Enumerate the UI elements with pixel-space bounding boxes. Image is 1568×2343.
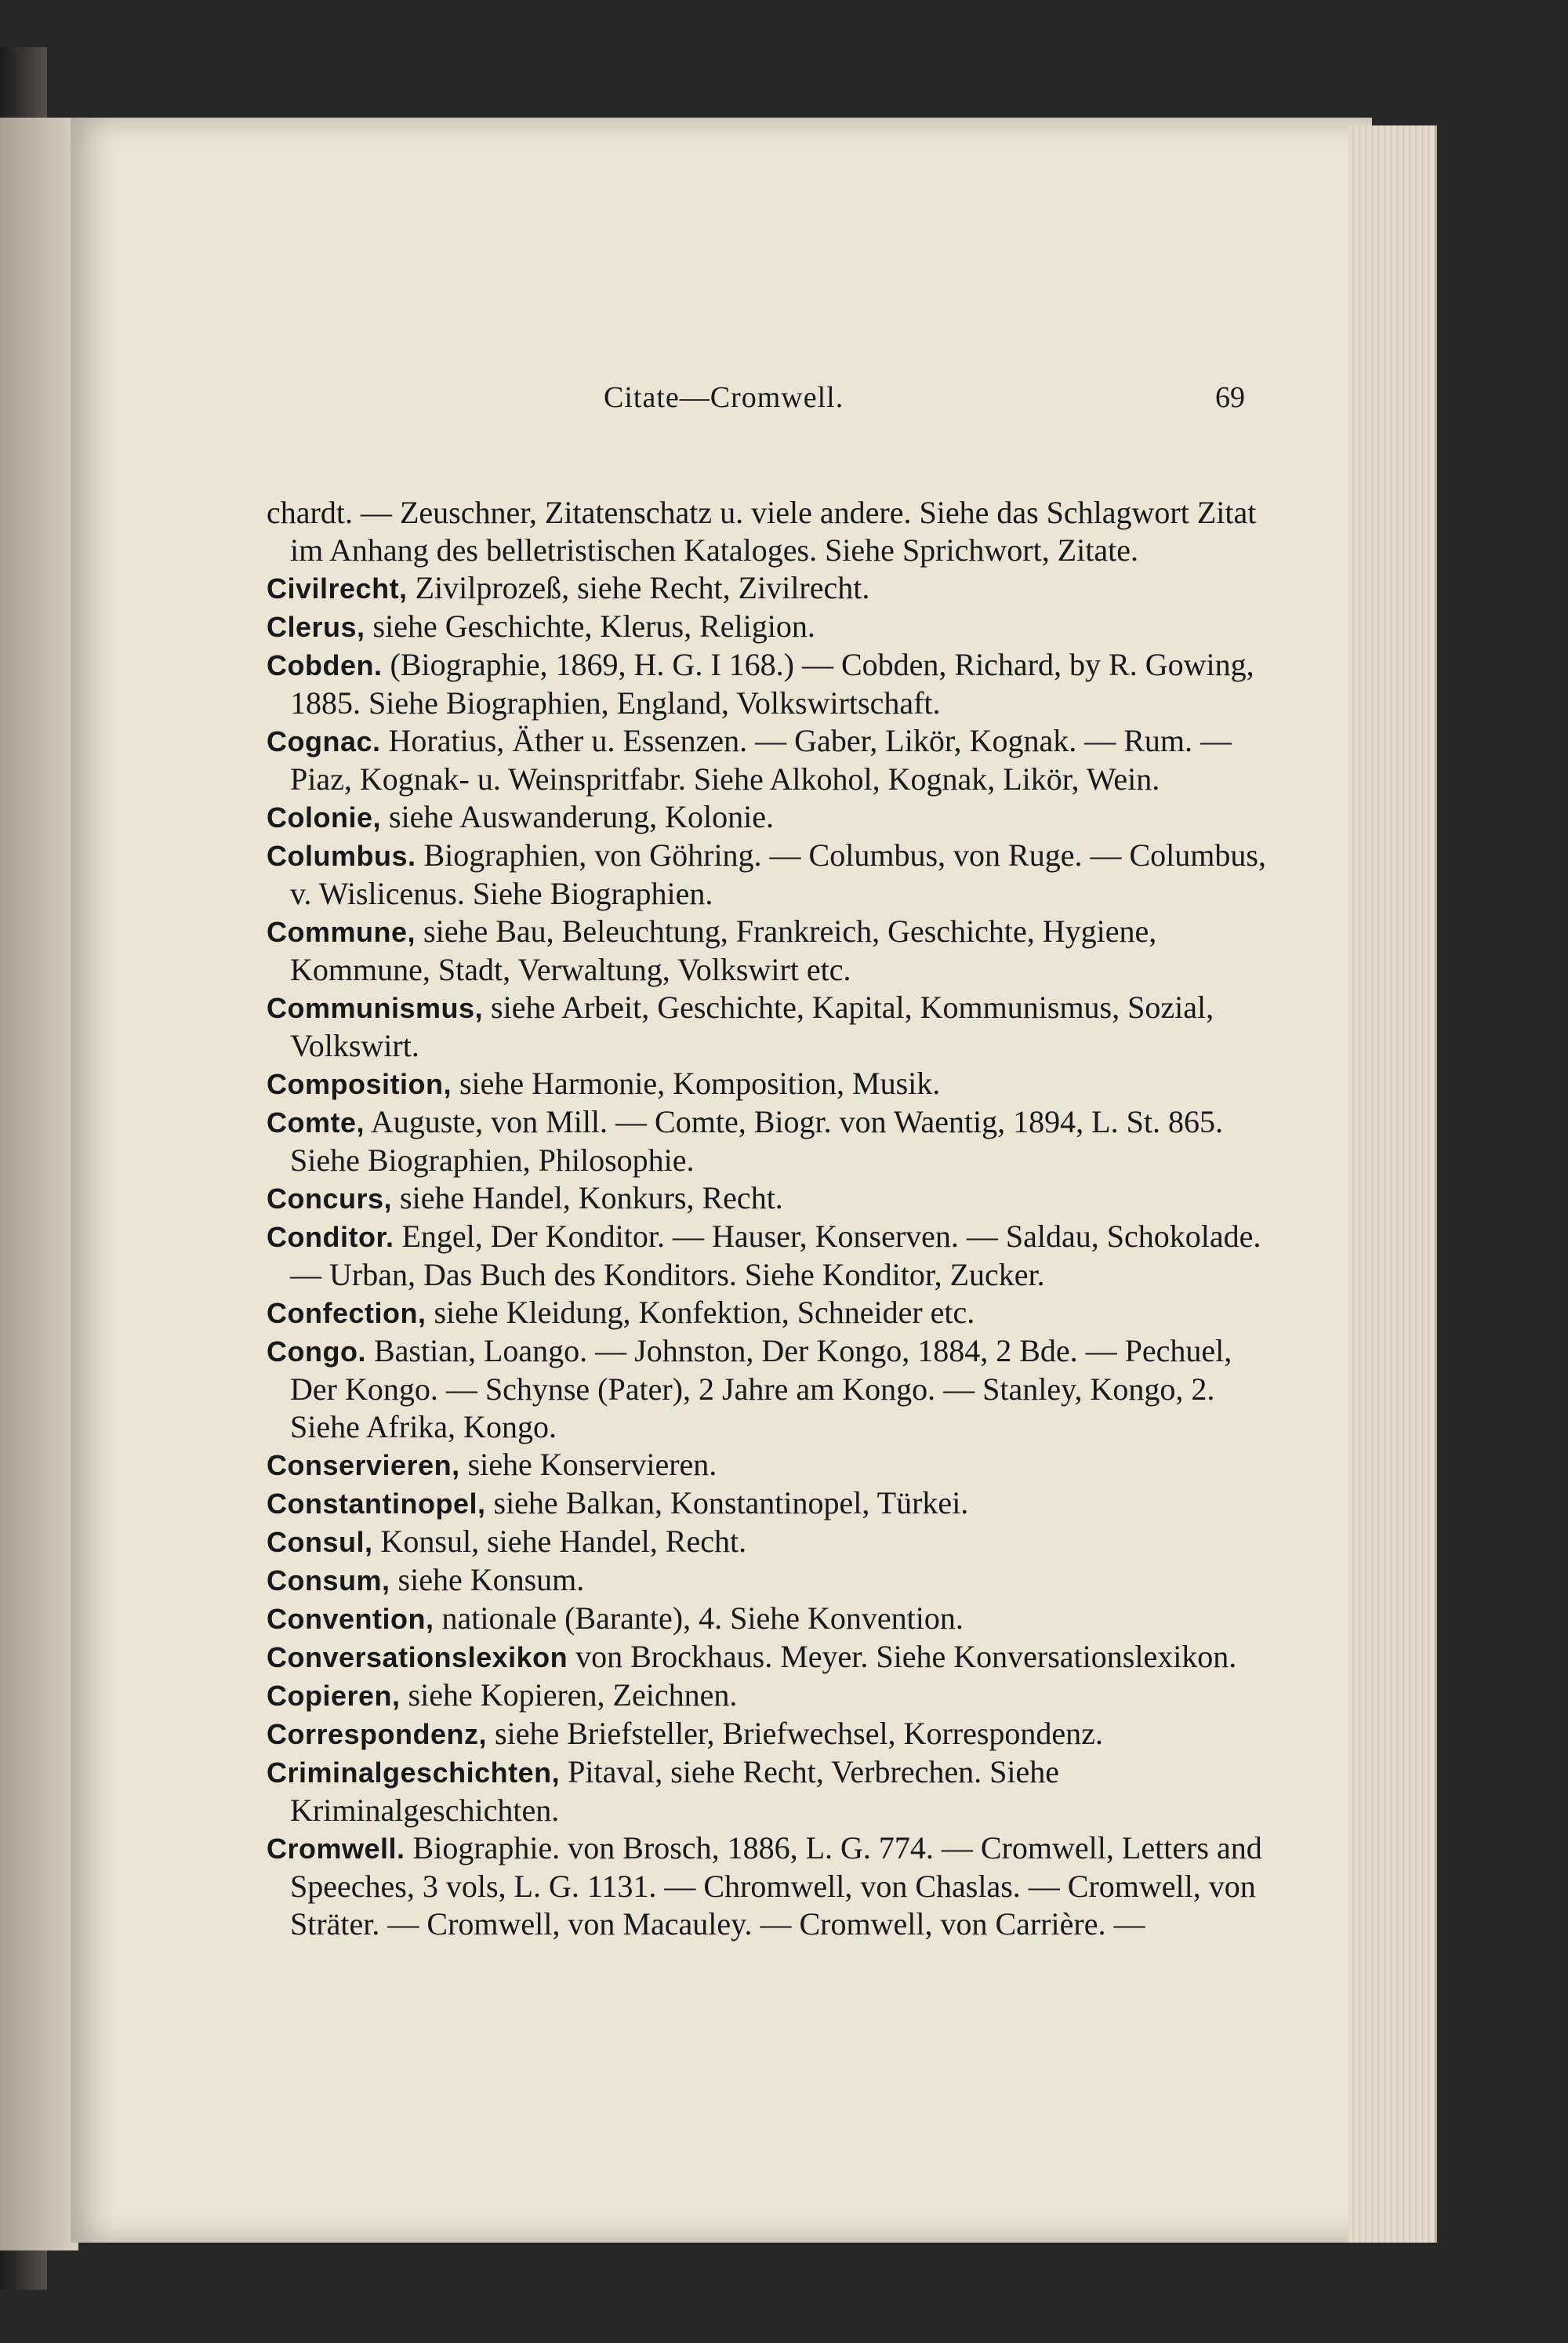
entry-text: (Biographie, 1869, H. G. I 168.) — Cobden, Richard, by R. Gowing, 1885. Siehe Biographien, England, Volkswirtschaft. [290,647,1254,721]
entry-term: Cognac. [267,725,381,757]
index-entry [267,837,1286,913]
entry-text: Biographie. von Brosch, 1886, L. G. 774. — Cromwell, Letters and Speeches, 3 vols, L. G. 1131. — Chromwell, von Chaslas. — Cromwell, von Sträter. — Cromwell, von Macauley. — Cromwell, von Carrière. — [290,1830,1262,1942]
entry-text: Engel, Der Konditor. — Hauser, Konserven. — Saldau, Schokolade. — Urban, Das Buch des Konditors. Siehe Konditor, Zucker. [290,1219,1261,1292]
entry-term: Convention, [267,1603,434,1635]
index-entry [267,1065,1286,1103]
entry-text: Auguste, von Mill. — Comte, Biogr. von Waentig, 1894, L. St. 865. Siehe Biographien, Philosophie. [290,1104,1223,1178]
entry-term: Consul, [267,1526,373,1558]
entry-text: Horatius, Äther u. Essenzen. — Gaber, Likör, Kognak. — Rum. — Piaz, Kognak- u. Weinspritfabr. Siehe Alkohol, Kognak, Likör, Wein. [290,723,1232,797]
entry-text: siehe Handel, Konkurs, Recht. [400,1180,783,1215]
index-entry [267,1715,1286,1753]
entry-term: Consum, [267,1564,390,1597]
index-entry [267,1218,1286,1294]
entry-term: Cromwell. [267,1833,405,1865]
entry-text: siehe Balkan, Konstantinopel, Türkei. [493,1485,969,1520]
book-page [71,118,1372,2243]
entry-term: Concurs, [267,1182,393,1215]
entry-term: Comte, [267,1106,365,1139]
entry-term: Copieren, [267,1680,401,1712]
page-header [71,380,1372,427]
entry-text: von Brockhaus. Meyer. Siehe Konversationslexikon. [575,1639,1237,1674]
page-number: 69 [1215,381,1245,414]
index-entry [267,722,1286,798]
index-entry [267,1523,1286,1561]
entry-text: siehe Briefsteller, Briefwechsel, Korrespondenz. [495,1716,1103,1751]
entry-term: Confection, [267,1297,426,1329]
entry-text: siehe Kopieren, Zeichnen. [408,1677,738,1713]
index-entry [267,1829,1286,1943]
page-fore-edge [1348,125,1437,2243]
entry-text: siehe Konservieren. [467,1447,717,1482]
entry-text: siehe Auswanderung, Kolonie. [389,799,775,834]
entry-text: siehe Arbeit, Geschichte, Kapital, Kommunismus, Sozial, Volkswirt. [290,990,1214,1063]
index-entry [267,989,1286,1065]
entry-term: Clerus, [267,611,365,643]
entry-term: Commune, [267,916,416,948]
index-entry [267,1561,1286,1600]
entry-term: Congo. [267,1335,366,1368]
index-entry [267,1753,1286,1829]
entry-text: siehe Bau, Beleuchtung, Frankreich, Geschichte, Hygiene, Kommune, Stadt, Verwaltung, Volkswirt etc. [290,914,1157,987]
entry-text: Bastian, Loango. — Johnston, Der Kongo, 1884, 2 Bde. — Pechuel, Der Kongo. — Schynse (Pater), 2 Jahre am Kongo. — Stanley, Kongo, 2. Siehe Afrika, Kongo. [290,1333,1232,1444]
entry-term: Criminalgeschichten, [267,1756,561,1789]
index-entry [267,1676,1286,1715]
index-entry [267,1294,1286,1332]
entry-text: chardt. — Zeuschner, Zitatenschatz u. viele andere. Siehe das Schlagwort Zitat im Anhang des belletristischen Kataloges. Siehe Sprichwort, Zitate. [267,495,1257,568]
entry-text: siehe Geschichte, Klerus, Religion. [372,608,815,644]
entry-term: Columbus. [267,840,416,872]
index-entry [267,913,1286,989]
entry-term: Correspondenz, [267,1718,488,1750]
entry-text: Zivilprozeß, siehe Recht, Zivilrecht. [415,570,870,605]
index-entries [267,494,1286,1943]
index-entry [267,1332,1286,1446]
index-entry [267,1600,1286,1638]
entry-term: Conservieren, [267,1449,460,1481]
index-entry [267,608,1286,646]
index-entry [267,1179,1286,1218]
entry-term: Civilrecht, [267,572,408,605]
entry-text: Pitaval, siehe Recht, Verbrechen. Siehe Kriminalgeschichten. [290,1754,1059,1828]
entry-term: Communismus, [267,992,484,1024]
index-entry [267,1638,1286,1676]
previous-page-edge [0,118,78,2250]
entry-text: nationale (Barante), 4. Siehe Konvention. [441,1600,964,1636]
index-entry [267,646,1286,722]
index-entry [267,1103,1286,1179]
entry-text: siehe Konsum. [397,1562,585,1597]
running-title: Citate—Cromwell. [604,381,844,414]
entry-term: Composition, [267,1068,452,1100]
index-entry [267,1446,1286,1484]
entry-term: Cobden. [267,649,383,681]
index-entry [267,569,1286,608]
entry-text: Biographien, von Göhring. — Columbus, von Ruge. — Columbus, v. Wislicenus. Siehe Biographien. [290,837,1266,911]
entry-text: siehe Harmonie, Komposition, Musik. [459,1066,941,1101]
entry-term: Colonie, [267,801,381,834]
entry-term: Conversationslexikon [267,1641,568,1673]
entry-text: siehe Kleidung, Konfektion, Schneider etc. [434,1295,975,1330]
entry-term: Conditor. [267,1221,394,1253]
index-entry [267,494,1286,569]
index-entry [267,798,1286,837]
index-entry [267,1484,1286,1523]
entry-text: Konsul, siehe Handel, Recht. [380,1524,747,1559]
entry-term: Constantinopel, [267,1488,486,1520]
